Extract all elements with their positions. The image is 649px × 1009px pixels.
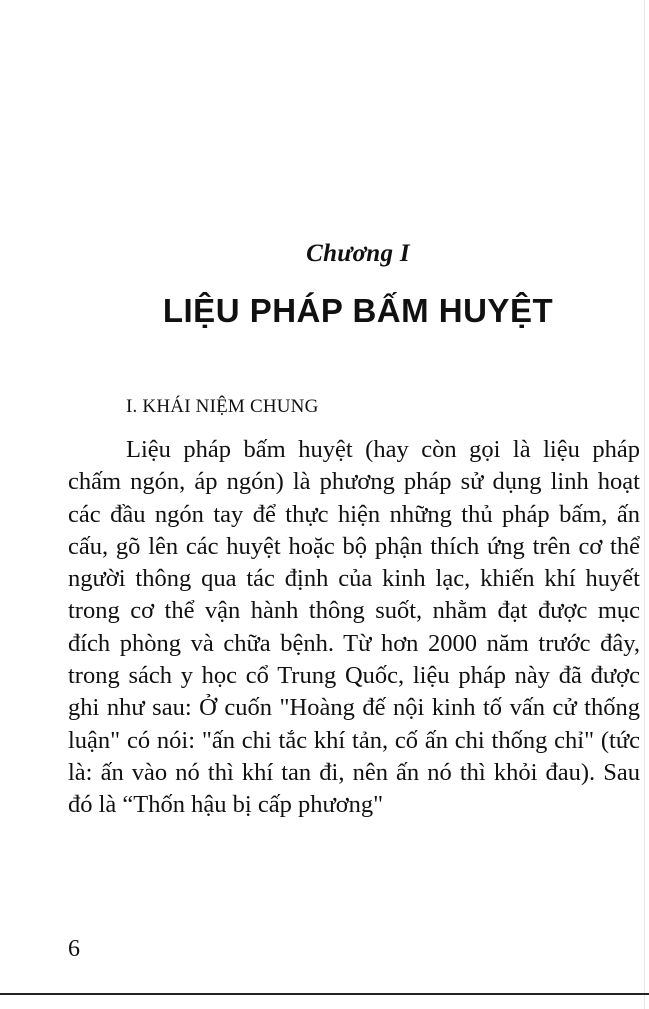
page-edge-mark [644, 0, 645, 1009]
footer-rule [0, 993, 649, 995]
section-heading: I. KHÁI NIỆM CHUNG [126, 396, 319, 417]
chapter-label: Chương I [306, 240, 410, 267]
page-number: 6 [68, 936, 80, 962]
body-paragraph: Liệu pháp bấm huyệt (hay còn gọi là liệu pháp chấm ngón, áp ngón) là phương pháp sử dụng linh hoạt các đầu ngón tay để thực hiện những thủ pháp bấm, ấn cấu, gõ lên các huyệt hoặc bộ phận thích ứng trên cơ thể người thông qua tác định của kinh lạc, khiến khí huyết trong cơ thể vận hành thông suốt, nhằm đạt được mục đích phòng và chữa bệnh. Từ hơn 2000 năm trước đây, trong sách y học cổ Trung Quốc, liệu pháp này đã được ghi như sau: Ở cuốn "Hoàng đế nội kinh tố vấn cử thống luận" có nói: "ấn chi tắc khí tản, cố ấn chi thống chỉ" (tức là: ấn vào nó thì khí tan đi, nên ấn nó thì khỏi đau). Sau đó là “Thốn hậu bị cấp phương" [68, 436, 640, 819]
chapter-title: LIỆU PHÁP BẤM HUYỆT [162, 292, 554, 329]
